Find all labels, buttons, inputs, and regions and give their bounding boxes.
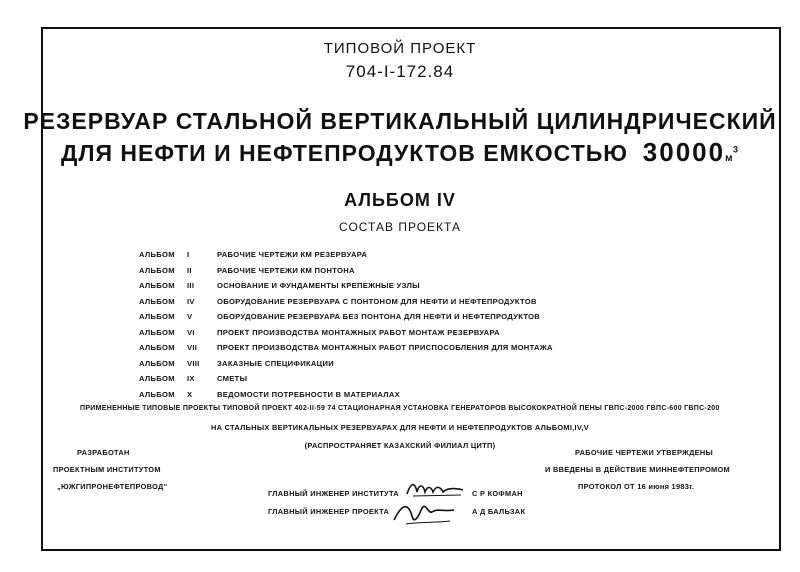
album-word: АЛЬБОМ	[139, 312, 175, 321]
album-word: АЛЬБОМ	[139, 296, 175, 306]
album-row	[139, 359, 553, 375]
capacity-value: 30000	[642, 137, 726, 167]
applied-projects-line-1: ПРИМЕНЕННЫЕ ТИПОВЫЕ ПРОЕКТЫ ТИПОВОЙ ПРОЕКТ 402-II-59 74 СТАЦИОНАРНАЯ УСТАНОВКА ГЕНЕРАТОРОВ ВЫСОКОКРАТНОЙ ПЕНЫ ГВПС-2000 ГВПС-600 ГВПС-200	[80, 405, 720, 412]
capacity-unit: м	[725, 153, 733, 164]
title-line-2	[0, 137, 800, 168]
album-description: РАБОЧИЕ ЧЕРТЕЖИ КМ РЕЗЕРВУАРА	[217, 250, 368, 259]
album-row	[139, 281, 553, 297]
album-number: VI	[187, 327, 195, 337]
album-number: III	[187, 281, 195, 290]
signature-institute	[405, 478, 465, 500]
album-number: X	[187, 389, 193, 399]
album-word: АЛЬБОМ	[139, 265, 175, 275]
album-description: СМЕТЫ	[217, 374, 248, 383]
album-label: АЛЬБОМ IV	[344, 190, 456, 210]
approval-line-3: ПРОТОКОЛ ОТ 16 июня 1983г.	[578, 482, 695, 491]
album-row	[139, 266, 553, 282]
chief-engineer-project-name: А Д БАЛЬЗАК	[472, 507, 526, 516]
project-type-label: ТИПОВОЙ ПРОЕКТ	[323, 40, 477, 57]
approval-line-2: И ВВЕДЕНЫ В ДЕЙСТВИЕ МИННЕФТЕПРОМОМ	[545, 465, 730, 474]
album-description: ВЕДОМОСТИ ПОТРЕБНОСТИ В МАТЕРИАЛАХ	[217, 389, 400, 399]
approval-line-1: РАБОЧИЕ ЧЕРТЕЖИ УТВЕРЖДЕНЫ	[575, 448, 714, 457]
album-word: АЛЬБОМ	[139, 343, 175, 352]
album-word: АЛЬБОМ	[139, 358, 175, 368]
album-number: IX	[187, 374, 195, 383]
applied-projects-line-2: НА СТАЛЬНЫХ ВЕРТИКАЛЬНЫХ РЕЗЕРВУАРАХ ДЛЯ НЕФТИ И НЕФТЕПРОДУКТОВ АЛЬБОМI,IV,V	[210, 423, 590, 432]
album-row	[139, 297, 553, 313]
project-number: 704-I-172.84	[345, 62, 455, 81]
album-word: АЛЬБОМ	[139, 250, 175, 259]
developer-line-3: „ЮЖГИПРОНЕФТЕПРОВОД"	[57, 482, 168, 491]
album-row	[139, 343, 553, 359]
album-description: ОСНОВАНИЕ И ФУНДАМЕНТЫ КРЕПЕЖНЫЕ УЗЛЫ	[217, 281, 420, 290]
album-number: VIII	[187, 358, 200, 368]
album-row	[139, 312, 553, 328]
developer-line-2: ПРОЕКТНЫМ ИНСТИТУТОМ	[53, 465, 161, 474]
title-line-2-text: ДЛЯ НЕФТИ И НЕФТЕПРОДУКТОВ ЕМКОСТЬЮ	[60, 140, 628, 166]
album-description: ПРОЕКТ ПРОИЗВОДСТВА МОНТАЖНЫХ РАБОТ МОНТАЖ РЕЗЕРВУАРА	[217, 327, 500, 337]
album-number: IV	[187, 296, 195, 306]
album-number: VII	[187, 343, 198, 352]
album-description: ПРОЕКТ ПРОИЗВОДСТВА МОНТАЖНЫХ РАБОТ ПРИСПОСОБЛЕНИЯ ДЛЯ МОНТАЖА	[217, 343, 553, 352]
album-description: РАБОЧИЕ ЧЕРТЕЖИ КМ ПОНТОНА	[217, 265, 355, 275]
signature-project	[392, 498, 456, 528]
chief-engineer-institute-name: С Р КОФМАН	[472, 489, 523, 498]
developer-line-1: РАЗРАБОТАН	[77, 448, 130, 457]
album-row	[139, 374, 553, 390]
distribution-note: (РАСПРОСТРАНЯЕТ КАЗАХСКИЙ ФИЛИАЛ ЦИТП)	[304, 441, 496, 450]
album-description: ОБОРУДОВАНИЕ РЕЗЕРВУАРА БЕЗ ПОНТОНА ДЛЯ НЕФТИ И НЕФТЕПРОДУКТОВ	[217, 312, 541, 321]
album-list	[139, 250, 553, 405]
album-row	[139, 328, 553, 344]
album-word: АЛЬБОМ	[139, 327, 175, 337]
album-word: АЛЬБОМ	[139, 281, 175, 290]
album-number: V	[187, 312, 193, 321]
project-composition-heading: СОСТАВ ПРОЕКТА	[339, 220, 461, 234]
album-number: I	[187, 250, 190, 259]
album-row	[139, 250, 553, 266]
chief-engineer-institute-role: ГЛАВНЫЙ ИНЖЕНЕР ИНСТИТУТА	[268, 489, 399, 498]
album-word: АЛЬБОМ	[139, 374, 175, 383]
capacity-unit-power: 3	[733, 144, 740, 155]
album-word: АЛЬБОМ	[139, 389, 175, 399]
album-description: ОБОРУДОВАНИЕ РЕЗЕРВУАРА С ПОНТОНОМ ДЛЯ НЕФТИ И НЕФТЕПРОДУКТОВ	[217, 296, 537, 306]
chief-engineer-project-role: ГЛАВНЫЙ ИНЖЕНЕР ПРОЕКТА	[268, 507, 390, 516]
album-number: II	[187, 265, 192, 275]
title-line-1: РЕЗЕРВУАР СТАЛЬНОЙ ВЕРТИКАЛЬНЫЙ ЦИЛИНДРИЧЕСКИЙ	[23, 108, 777, 134]
album-description: ЗАКАЗНЫЕ СПЕЦИФИКАЦИИ	[217, 358, 335, 368]
album-row	[139, 390, 553, 406]
